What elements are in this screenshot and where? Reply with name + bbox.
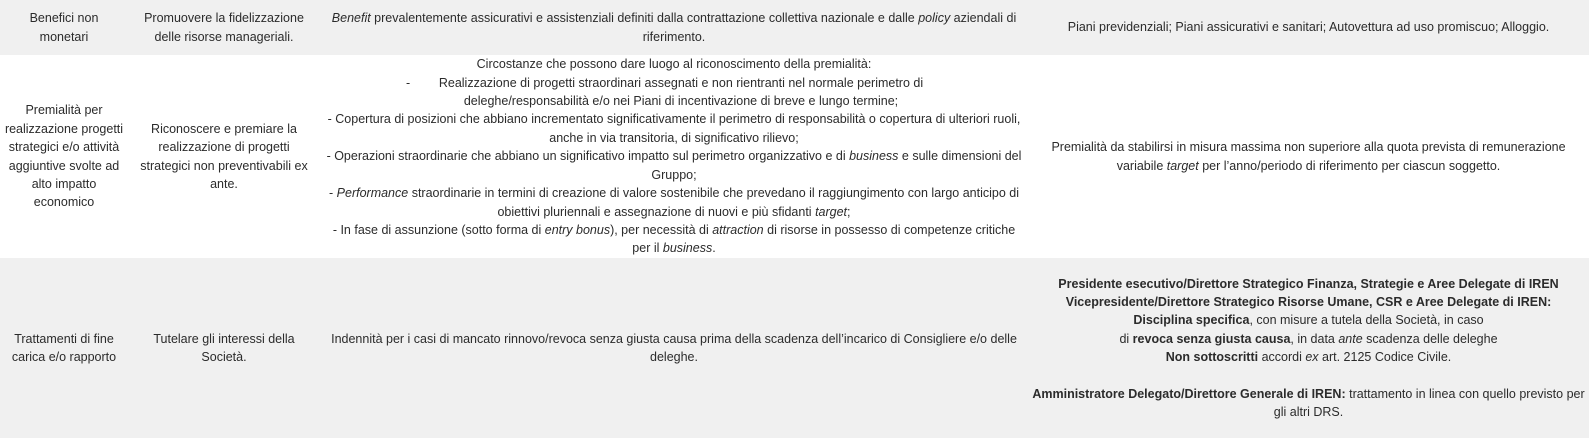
description-text: Benefit prevalentemente assicurativi e assistenziali definiti dalla contrattazione collettiva nazionale e dalle policy aziendali di riferimento. — [331, 11, 1017, 44]
spacer — [1032, 367, 1585, 385]
category-text: Premialità per realizzazione progetti strategici e/o attività aggiuntive svolte ad alto impatto economico — [4, 103, 124, 210]
description-item: - Copertura di posizioni che abbiano incrementato significativamente il perimetro di responsabilità o copertura di ulteriori ruoli, anche in via transitoria, di significativo rilievo; — [327, 112, 1021, 145]
description-cell — [320, 55, 1028, 258]
category-cell — [0, 0, 128, 55]
description-text: Indennità per i casi di mancato rinnovo/revoca senza giusta causa prima della scadenza dell’incarico di Consigliere e/o delle deleghe. — [331, 331, 1017, 364]
quantification-line: di revoca senza giusta causa, in data ante scadenza delle deleghe — [1119, 331, 1498, 346]
quantification-text: Premialità da stabilirsi in misura massima non superiore alla quota prevista di remunerazione variabile target per l’anno/periodo di riferimento per ciascun soggetto. — [1051, 140, 1566, 173]
quantification-text: Piani previdenziali; Piani assicurativi e sanitari; Autovettura ad uso promiscuo; Alloggio. — [1067, 20, 1550, 35]
category-cell — [0, 258, 128, 438]
description-cell — [320, 0, 1028, 55]
description-item: - In fase di assunzione (sotto forma di entry bonus), per necessità di attraction di risorse in possesso di competenze critiche per il business. — [332, 222, 1016, 256]
table-row — [0, 55, 1589, 258]
quantification-cell — [1028, 55, 1589, 258]
category-cell — [0, 55, 128, 258]
purpose-text: Riconoscere e premiare la realizzazione di progetti strategici non preventivabili ex ante. — [140, 121, 308, 191]
purpose-text: Promuovere la fidelizzazione delle risorse manageriali. — [144, 11, 304, 44]
description-item: - Performance straordinarie in termini di creazione di valore sostenibile che prevedano il raggiungimento con largo anticipo di obiettivi pluriennali e assegnazione di nuovi e più sfidanti target; — [329, 186, 1019, 219]
category-text: Benefici non monetari — [29, 11, 99, 44]
purpose-cell — [128, 0, 320, 55]
table-row — [0, 0, 1589, 55]
quantification-line: Disciplina specifica, con misure a tutela della Società, in caso — [1133, 313, 1484, 328]
role-heading: Vicepresidente/Direttore Strategico Risorse Umane, CSR e Aree Delegate di IREN: — [1065, 294, 1552, 309]
quantification-cell — [1028, 0, 1589, 55]
purpose-text: Tutelare gli interessi della Società. — [153, 331, 295, 364]
purpose-cell — [128, 258, 320, 438]
table-row — [0, 258, 1589, 438]
description-item: - Operazioni straordinarie che abbiano un significativo impatto sul perimetro organizzativo e di business e sulle dimensioni del Gruppo; — [326, 149, 1022, 182]
description-cell — [320, 258, 1028, 438]
purpose-cell — [128, 55, 320, 258]
quantification-line: Non sottoscritti accordi ex art. 2125 Codice Civile. — [1165, 350, 1452, 365]
description-item: - Realizzazione di progetti straordinari assegnati e non rientranti nel normale perimetro di deleghe/responsabilità e/o nei Piani di incentivazione di breve e lungo termine; — [406, 75, 924, 109]
quantification-line: Amministratore Delegato/Direttore Generale di IREN: trattamento in linea con quello previsto per gli altri DRS. — [1032, 386, 1585, 420]
role-heading: Presidente esecutivo/Direttore Strategico Finanza, Strategie e Aree Delegate di IREN — [1058, 276, 1559, 291]
category-text: Trattamenti di fine carica e/o rapporto — [11, 331, 117, 364]
quantification-cell — [1028, 258, 1589, 438]
description-intro: Circostanze che possono dare luogo al riconoscimento della premialità: — [476, 57, 872, 72]
